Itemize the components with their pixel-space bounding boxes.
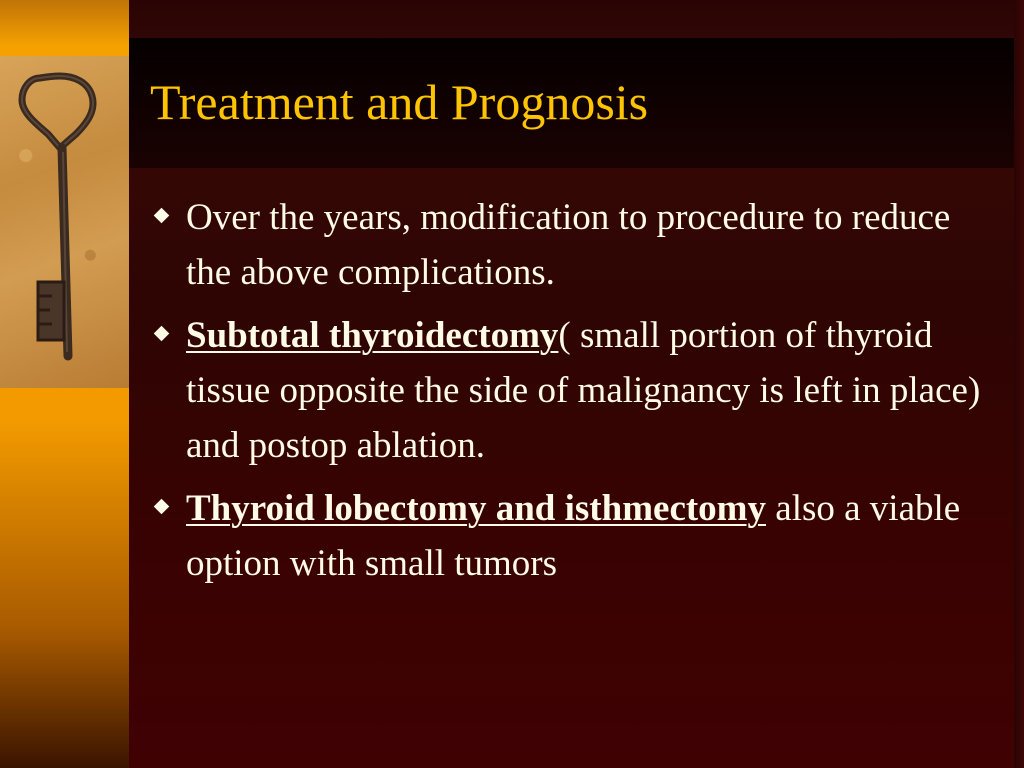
bullet-text: also a viable option with small tumors (186, 488, 961, 584)
bullet-text: Over the years, modification to procedure to reduce the above complications. (186, 197, 951, 293)
bullet-emphasis: Thyroid lobectomy and isthmectomy (186, 488, 767, 529)
diamond-bullet-icon (154, 326, 170, 342)
bullet-text: ( small portion of thyroid tissue opposite the side of malignancy is left in place) and postop ablation. (186, 315, 981, 466)
diamond-bullet-icon (154, 208, 170, 224)
top-band (129, 0, 1024, 38)
antique-key-icon (0, 56, 129, 388)
diamond-bullet-icon (154, 499, 170, 515)
right-edge (1014, 0, 1024, 768)
bullet-item (150, 308, 1000, 473)
slide-title: Treatment and Prognosis (150, 74, 649, 130)
bullet-item (150, 190, 1000, 300)
key-image-panel (0, 56, 129, 388)
bullet-list (150, 190, 1000, 599)
bullet-emphasis: Subtotal thyroidectomy (186, 315, 559, 356)
bullet-item (150, 481, 1000, 591)
